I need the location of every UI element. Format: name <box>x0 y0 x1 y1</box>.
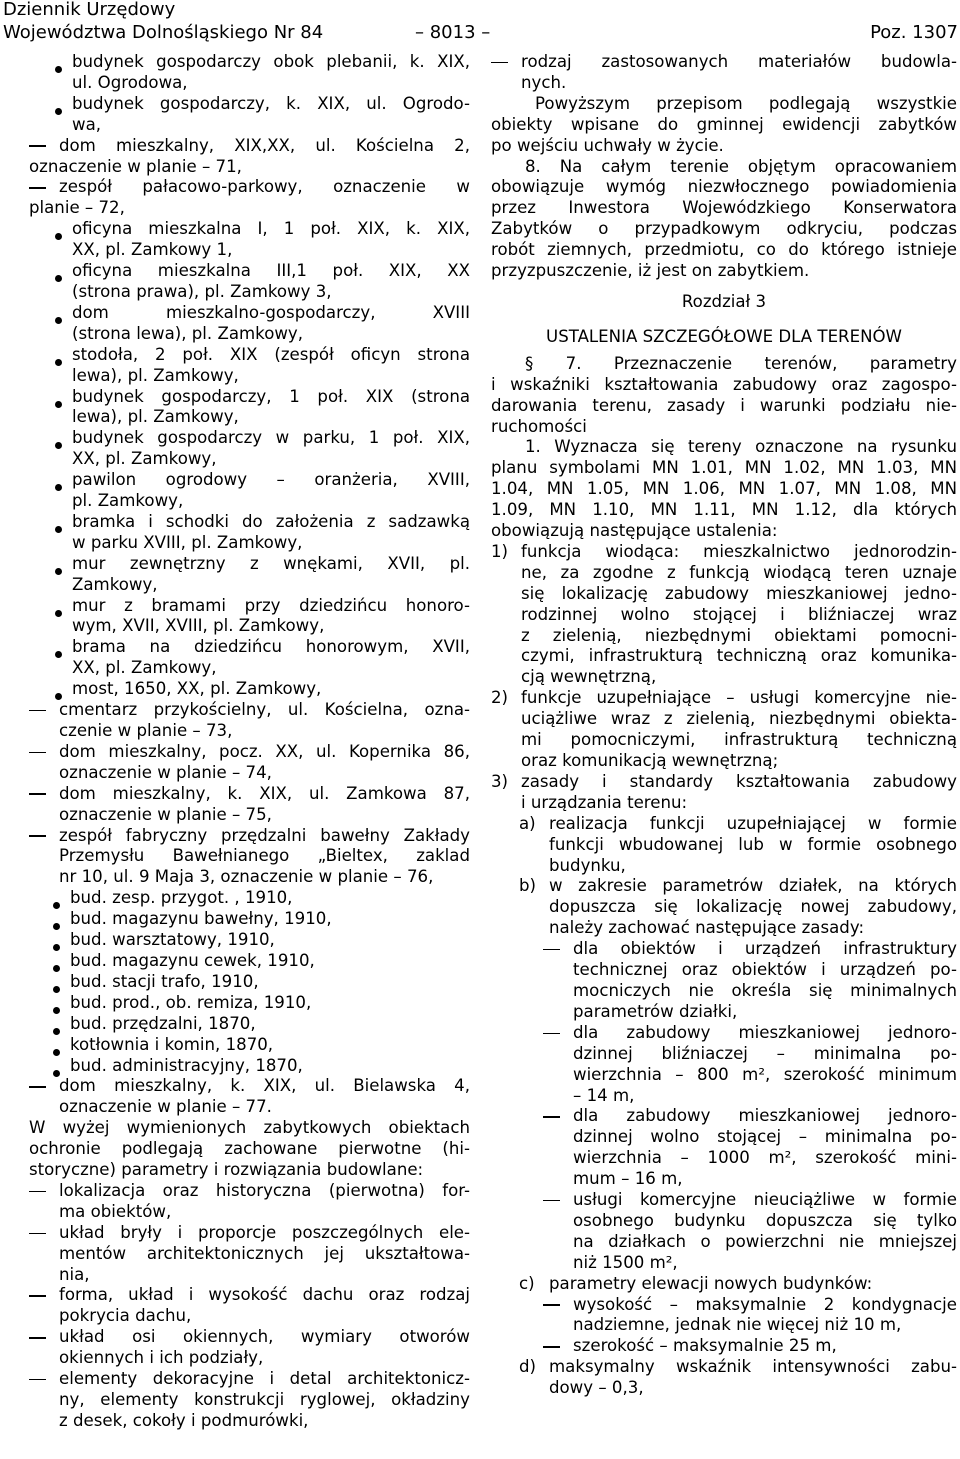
line-text: okiennych i ich podziały, <box>59 1348 264 1368</box>
text-line <box>491 261 957 282</box>
text-line <box>491 584 957 605</box>
text-line <box>29 303 470 324</box>
text-line <box>491 688 957 709</box>
text-line <box>491 856 957 877</box>
line-text: 1.09, MN 1.10, MN 1.11, MN 1.12, dla których <box>491 500 957 520</box>
text-line <box>29 972 470 993</box>
line-text: dla obiektów i urządzeń infrastruktury <box>573 939 957 959</box>
line-text: – 14 m, <box>573 1085 635 1105</box>
line-text: oraz komunikacją wewnętrzną; <box>521 751 779 770</box>
line-text: obowiązują następujące ustalenia: <box>491 521 778 541</box>
text-line <box>29 94 470 115</box>
line-text: dom mieszkalno-gospodarczy, XVIII <box>72 302 470 322</box>
line-text: pawilon ogrodowy – oranżeria, XVIII, <box>72 470 470 490</box>
text-line <box>29 512 470 533</box>
line-text: maksymalny wskaźnik intensywności zabu- <box>549 1357 957 1377</box>
line-text: wysokość – maksymalnie 2 kondygnacje <box>573 1294 957 1314</box>
text-line <box>491 1232 957 1253</box>
line-text: funkcji wbudowanej lub w formie osobnego <box>549 834 957 854</box>
line-text: oznaczenie w planie – 71, <box>29 156 242 176</box>
line-text: nadziemne, jednak nie więcej niż 10 m, <box>573 1315 902 1335</box>
line-text: mur z bramami przy dziedzińcu honoro- <box>72 595 470 615</box>
text-line <box>491 667 957 688</box>
spacer <box>491 282 957 292</box>
text-line <box>491 542 957 563</box>
text-line <box>491 500 957 521</box>
line-text: w parku XVIII, pl. Zamkowy, <box>72 532 303 552</box>
text-line <box>29 700 470 721</box>
text-line <box>491 835 957 856</box>
text-line <box>29 909 470 930</box>
text-line <box>29 596 470 617</box>
text-line <box>491 751 957 772</box>
text-line <box>29 763 470 784</box>
list-marker: 3) <box>491 771 509 791</box>
text-line <box>491 730 957 751</box>
text-line <box>29 282 470 303</box>
text-line <box>29 1035 470 1056</box>
text-line <box>29 1265 470 1286</box>
text-line <box>29 888 470 909</box>
line-text: rodzinnej wolno stojącej i bliźniaczej wraz <box>521 604 957 624</box>
text-line <box>491 177 957 198</box>
text-line <box>29 616 470 637</box>
line-text: dowy – 0,3, <box>549 1378 644 1398</box>
dash-icon <box>491 62 508 64</box>
text-line <box>491 793 957 814</box>
text-line <box>491 1169 957 1190</box>
text-line <box>491 960 957 981</box>
text-line <box>29 345 470 366</box>
line-text: pl. Zamkowy, <box>72 491 184 511</box>
line-text: osobnego budynku dopuszcza się tylko <box>573 1210 957 1230</box>
text-line <box>29 846 470 867</box>
line-text: (strona prawa), pl. Zamkowy 3, <box>72 281 332 301</box>
dash-icon <box>29 1337 46 1339</box>
line-text: mocniczych nie określa się minimalnych <box>573 980 957 1000</box>
text-line <box>491 73 957 94</box>
text-line <box>29 219 470 240</box>
text-line <box>29 867 470 888</box>
text-line <box>491 772 957 793</box>
line-text: po wejściu uchwały w życie. <box>491 135 724 155</box>
line-text: mum – 16 m, <box>573 1169 683 1189</box>
line-text: XX, pl. Zamkowy, <box>72 658 217 678</box>
text-line <box>29 1306 470 1327</box>
position-number: Poz. 1307 <box>870 22 958 43</box>
text-line <box>29 1056 470 1077</box>
text-line <box>29 1285 470 1306</box>
line-text: nia, <box>59 1264 90 1284</box>
text-line <box>491 198 957 219</box>
text-line <box>29 240 470 261</box>
text-line <box>29 721 470 742</box>
line-text: Zamkowy, <box>72 574 158 594</box>
line-text: cmentarz przykościelny, ul. Kościelna, ozna- <box>59 700 470 720</box>
text-line <box>491 327 957 348</box>
line-text: realizacja funkcji uzupełniającej w formie <box>549 813 957 833</box>
dash-icon <box>29 1295 46 1297</box>
line-text: 8. Na całym terenie objętym opracowaniem <box>525 156 957 176</box>
text-line <box>491 94 957 115</box>
text-line <box>491 1044 957 1065</box>
line-text: oznaczenie w planie – 74, <box>59 762 272 782</box>
left-column <box>29 52 470 1432</box>
line-text: (strona lewa), pl. Zamkowy, <box>72 323 304 343</box>
line-text: oficyna mieszkalna I, 1 poł. XIX, k. XIX, <box>72 219 470 239</box>
text-line <box>491 646 957 667</box>
line-text: bud. administracyjny, 1870, <box>70 1055 303 1075</box>
voivodeship-issue: Województwa Dolnośląskiego Nr 84 <box>3 22 324 43</box>
line-text: bramka i schodki do założenia z sadzawką <box>72 511 470 531</box>
text-line <box>491 219 957 240</box>
line-text: na działkach o powierzchni nie mniejszej <box>573 1231 957 1251</box>
spacer <box>491 313 957 327</box>
line-text: mi pomocniczymi, infrastrukturą techniczną <box>521 730 957 750</box>
list-marker: c) <box>519 1273 535 1293</box>
line-text: układ osi okiennych, wymiary otworów <box>59 1327 470 1347</box>
page-number: – 8013 – <box>415 22 491 43</box>
text-line <box>491 115 957 136</box>
line-text: parametrów działki, <box>573 1001 738 1021</box>
text-line <box>491 1336 957 1357</box>
line-text: należy zachować następujące zasady: <box>549 918 865 938</box>
line-text: przez Inwestora Wojewódzkiego Konserwatora <box>491 198 957 218</box>
line-text: cją wewnętrzną, <box>521 667 657 687</box>
line-text: oznaczenie w planie – 75, <box>59 804 272 824</box>
line-text: budynek gospodarczy w parku, 1 poł. XIX, <box>72 428 470 448</box>
text-line <box>29 930 470 951</box>
line-text: zespół pałacowo-parkowy, oznaczenie w <box>59 177 470 197</box>
line-text: zasady i standardy kształtowania zabudowy <box>521 771 957 791</box>
line-text: ne, za zgodne z funkcją wiodącą teren uznaje <box>521 562 957 582</box>
text-line <box>29 805 470 826</box>
line-text: elementy dekoracyjne i detal architektonicz- <box>59 1369 470 1389</box>
line-text: mentów architektonicznych jej ukształtowa- <box>59 1243 470 1263</box>
text-line <box>29 366 470 387</box>
text-line <box>491 1023 957 1044</box>
line-text: funkcja wiodąca: mieszkalnictwo jednorodzin- <box>521 541 957 561</box>
text-line <box>29 575 470 596</box>
line-text: lewa), pl. Zamkowy, <box>72 407 239 427</box>
line-text: zespół fabryczny przędzalni bawełny Zakłady <box>59 825 470 845</box>
text-line <box>29 136 470 157</box>
text-line <box>29 533 470 554</box>
line-text: mur zewnętrzny z wnękami, XVII, pl. <box>72 553 470 573</box>
list-marker: a) <box>519 813 536 833</box>
line-text: dla zabudowy mieszkaniowej jednoro- <box>573 1106 957 1126</box>
list-marker: d) <box>519 1357 537 1377</box>
line-text: nr 10, ul. 9 Maja 3, oznaczenie w planie – 76, <box>59 867 434 887</box>
line-text: ny, elementy konstrukcji ryglowej, okładziny <box>59 1390 470 1409</box>
text-line <box>491 1065 957 1086</box>
text-line <box>29 73 470 94</box>
line-text: dom mieszkalny, k. XIX, ul. Bielawska 4, <box>59 1076 470 1096</box>
line-text: czenie w planie – 73, <box>59 721 233 740</box>
text-line <box>29 1118 470 1139</box>
line-text: z zielenią, niezbędnymi obiektami pomocni- <box>521 625 957 645</box>
text-line <box>491 437 957 458</box>
line-text: brama na dziedzińcu honorowym, XVII, <box>72 637 470 657</box>
line-text: forma, układ i wysokość dachu oraz rodzaj <box>59 1285 470 1305</box>
text-line <box>29 1202 470 1223</box>
text-line <box>29 324 470 345</box>
text-line <box>29 1348 470 1369</box>
dash-icon <box>29 1379 46 1381</box>
text-line <box>491 876 957 897</box>
text-line <box>29 449 470 470</box>
line-text: i urządzania terenu: <box>521 792 688 812</box>
line-text: i wskaźniki kształtowania zabudowy oraz zagospo- <box>491 374 957 394</box>
text-line <box>491 136 957 157</box>
line-text: oznaczenie w planie – 77. <box>59 1097 272 1117</box>
line-text: układ bryły i proporcje poszczególnych ele- <box>59 1222 470 1242</box>
line-text: XX, pl. Zamkowy, <box>72 449 217 469</box>
line-text: bud. magazynu bawełny, 1910, <box>70 909 332 929</box>
line-text: w zakresie parametrów działek, na których <box>549 876 957 896</box>
line-text: dom mieszkalny, XIX,XX, ul. Kościelna 2, <box>59 135 470 155</box>
text-line <box>29 387 470 408</box>
right-column <box>491 52 957 1399</box>
text-line <box>29 826 470 847</box>
text-line <box>491 563 957 584</box>
text-line <box>29 658 470 679</box>
line-text: planu symbolami MN 1.01, MN 1.02, MN 1.03, MN <box>491 458 957 478</box>
line-text: dopuszcza się lokalizację nowej zabudowy, <box>549 897 957 917</box>
text-line <box>491 1211 957 1232</box>
text-line <box>491 1295 957 1316</box>
line-text: Przemysłu Bawełnianego „Bieltex, zaklad <box>59 846 470 866</box>
line-text: XX, pl. Zamkowy 1, <box>72 240 233 260</box>
text-line <box>491 1190 957 1211</box>
list-marker: 1) <box>491 541 509 561</box>
line-text: most, 1650, XX, pl. Zamkowy, <box>72 679 322 699</box>
line-text: planie – 72, <box>29 198 125 218</box>
line-text: dom mieszkalny, pocz. XX, ul. Kopernika 86, <box>59 741 470 761</box>
page-header <box>3 0 958 44</box>
line-text: lokalizacja oraz historyczna (pierwotna) for- <box>59 1180 470 1200</box>
line-text: pokrycia dachu, <box>59 1306 192 1326</box>
dash-icon <box>543 1116 560 1118</box>
line-text: rodzaj zastosowanych materiałów budowla- <box>521 52 957 71</box>
line-text: technicznej oraz obiektów i urządzeń po- <box>573 960 957 980</box>
line-text: budynek gospodarczy, 1 poł. XIX (strona <box>72 386 470 406</box>
text-line <box>491 417 957 438</box>
dash-icon <box>29 145 46 147</box>
line-text: Zabytków o przypadkowym odkryciu, podczas <box>491 219 957 239</box>
text-line <box>491 981 957 1002</box>
dash-icon <box>543 1033 560 1035</box>
line-text: usługi komercyjne nieuciążliwe w formie <box>573 1190 957 1210</box>
dash-icon <box>543 1304 560 1306</box>
journal-title: Dziennik Urzędowy <box>3 0 176 20</box>
text-line <box>491 292 957 313</box>
line-text: kotłownia i komin, 1870, <box>70 1034 274 1054</box>
line-text: budynek gospodarczy, k. XIX, ul. Ogrodo- <box>72 93 470 113</box>
text-line <box>29 157 470 178</box>
text-line <box>491 1378 957 1399</box>
line-text: 1. Wyznacza się tereny oznaczone na rysunku <box>525 437 957 457</box>
line-text: bud. zesp. przygot. , 1910, <box>70 888 293 908</box>
line-text: szerokość – maksymalnie 25 m, <box>573 1336 837 1356</box>
line-text: bud. stacji trafo, 1910, <box>70 971 259 991</box>
text-line <box>491 157 957 178</box>
line-text: 1.04, MN 1.05, MN 1.06, MN 1.07, MN 1.08, MN <box>491 479 957 499</box>
line-text: ruchomości <box>491 416 587 436</box>
text-line <box>29 1369 470 1390</box>
line-text: obiekty wpisane do gminnej ewidencji zabytków <box>491 114 957 134</box>
line-text: ma obiektów, <box>59 1201 172 1221</box>
text-line <box>29 1139 470 1160</box>
line-text: funkcje uzupełniające – usługi komercyjne nie- <box>521 688 957 708</box>
line-text: bud. magazynu cewek, 1910, <box>70 950 315 970</box>
text-line <box>29 261 470 282</box>
dash-icon <box>29 1191 46 1193</box>
dash-icon <box>29 793 46 795</box>
text-line <box>29 1390 470 1411</box>
text-line <box>491 1148 957 1169</box>
dash-icon <box>29 187 46 189</box>
line-text: dzinnej wolno stojącej – minimalna po- <box>573 1127 957 1147</box>
line-text: oficyna mieszkalna III,1 poł. XIX, XX <box>72 261 470 281</box>
text-line <box>491 1106 957 1127</box>
dash-icon <box>543 1346 560 1348</box>
text-line <box>491 1315 957 1336</box>
text-line <box>29 1097 470 1118</box>
text-line <box>491 1086 957 1107</box>
text-line <box>29 1223 470 1244</box>
text-line <box>29 470 470 491</box>
text-line <box>29 554 470 575</box>
line-text: dla zabudowy mieszkaniowej jednoro- <box>573 1022 957 1042</box>
text-line <box>29 1327 470 1348</box>
text-line <box>491 458 957 479</box>
list-marker: 2) <box>491 688 509 708</box>
line-text: Powyższym przepisom podlegają wszystkie <box>535 93 957 113</box>
text-line <box>29 1411 470 1432</box>
text-line <box>491 1127 957 1148</box>
line-text: budynek gospodarczy obok plebanii, k. XIX, <box>72 52 470 71</box>
text-line <box>29 784 470 805</box>
line-text: lewa), pl. Zamkowy, <box>72 365 239 385</box>
text-line <box>491 375 957 396</box>
text-line <box>491 939 957 960</box>
text-line <box>491 396 957 417</box>
dash-icon <box>543 1200 560 1202</box>
line-text: wym, XVII, XVIII, pl. Zamkowy, <box>72 616 325 636</box>
text-line <box>29 993 470 1014</box>
line-text: dzinnej bliźniaczej – minimalna po- <box>573 1043 957 1063</box>
dash-icon <box>29 1233 46 1235</box>
text-line <box>29 1014 470 1035</box>
text-line <box>29 1160 470 1181</box>
text-line <box>491 897 957 918</box>
line-text: darowania terenu, zasady i warunki podziału nie- <box>491 395 957 415</box>
text-line <box>29 198 470 219</box>
line-text: wa, <box>72 114 102 134</box>
text-line <box>29 407 470 428</box>
text-line <box>491 1274 957 1295</box>
line-text: się lokalizację zabudowy mieszkaniowej jedno- <box>521 583 957 603</box>
line-text: bud. warsztatowy, 1910, <box>70 930 275 950</box>
text-line <box>29 637 470 658</box>
line-text: czymi, infrastrukturą techniczną oraz komunika- <box>521 646 957 666</box>
text-line <box>491 1002 957 1023</box>
line-text: robót ziemnych, przedmiotu, co do którego istnieje <box>491 240 957 260</box>
dash-icon <box>29 752 46 754</box>
line-text: niż 1500 m², <box>573 1252 678 1272</box>
text-line <box>29 742 470 763</box>
dash-icon <box>29 1086 46 1088</box>
text-line <box>29 115 470 136</box>
text-line <box>491 240 957 261</box>
text-line <box>491 479 957 500</box>
text-line <box>491 814 957 835</box>
text-line <box>29 177 470 198</box>
line-text: nych. <box>521 72 567 92</box>
text-line <box>29 491 470 512</box>
line-text: ul. Ogrodowa, <box>72 72 188 92</box>
line-text: ochronie podlegają zachowane pierwotne (hi- <box>29 1139 470 1159</box>
line-text: bud. prod., ob. remiza, 1910, <box>70 992 312 1012</box>
dash-icon <box>29 835 46 837</box>
text-line <box>491 626 957 647</box>
text-line <box>29 679 470 700</box>
dash-icon <box>543 949 560 951</box>
line-text: przyzpuszczenie, iż jest on zabytkiem. <box>491 261 810 281</box>
text-line <box>29 1076 470 1097</box>
line-text: uciążliwe wraz z zielenią, niezbędnymi obiekta- <box>521 709 957 729</box>
text-line <box>29 1244 470 1265</box>
text-line <box>491 1357 957 1378</box>
line-text: bud. przędzalni, 1870, <box>70 1013 256 1033</box>
text-line <box>491 605 957 626</box>
line-text: stodoła, 2 poł. XIX (zespół oficyn strona <box>72 344 470 364</box>
line-text: § 7. Przeznaczenie terenów, parametry <box>525 353 957 373</box>
line-text: Rozdział 3 <box>681 291 767 311</box>
text-line <box>491 52 957 73</box>
line-text: wierzchnia – 800 m², szerokość minimum <box>573 1064 957 1084</box>
text-line <box>29 951 470 972</box>
text-line <box>29 428 470 449</box>
line-text: z desek, cokoły i podmurówki, <box>59 1410 309 1430</box>
line-text: wierzchnia – 1000 m², szerokość mini- <box>573 1148 957 1168</box>
line-text: parametry elewacji nowych budynków: <box>549 1273 873 1293</box>
text-line <box>29 1181 470 1202</box>
text-line <box>491 354 957 375</box>
text-line <box>29 52 470 73</box>
text-line <box>491 521 957 542</box>
line-text: USTALENIA SZCZEGÓŁOWE DLA TERENÓW <box>546 326 902 346</box>
list-marker: b) <box>519 876 537 896</box>
line-text: storyczne) parametry i rozwiązania budowlane: <box>29 1160 424 1180</box>
dash-icon <box>29 710 46 712</box>
line-text: obowiązuje wymóg niezwłocznego powiadomienia <box>491 177 957 197</box>
text-line <box>491 1253 957 1274</box>
text-line <box>491 709 957 730</box>
text-line <box>491 918 957 939</box>
line-text: W wyżej wymienionych zabytkowych obiektach <box>29 1118 470 1138</box>
line-text: dom mieszkalny, k. XIX, ul. Zamkowa 87, <box>59 783 470 803</box>
line-text: budynku, <box>549 855 626 875</box>
